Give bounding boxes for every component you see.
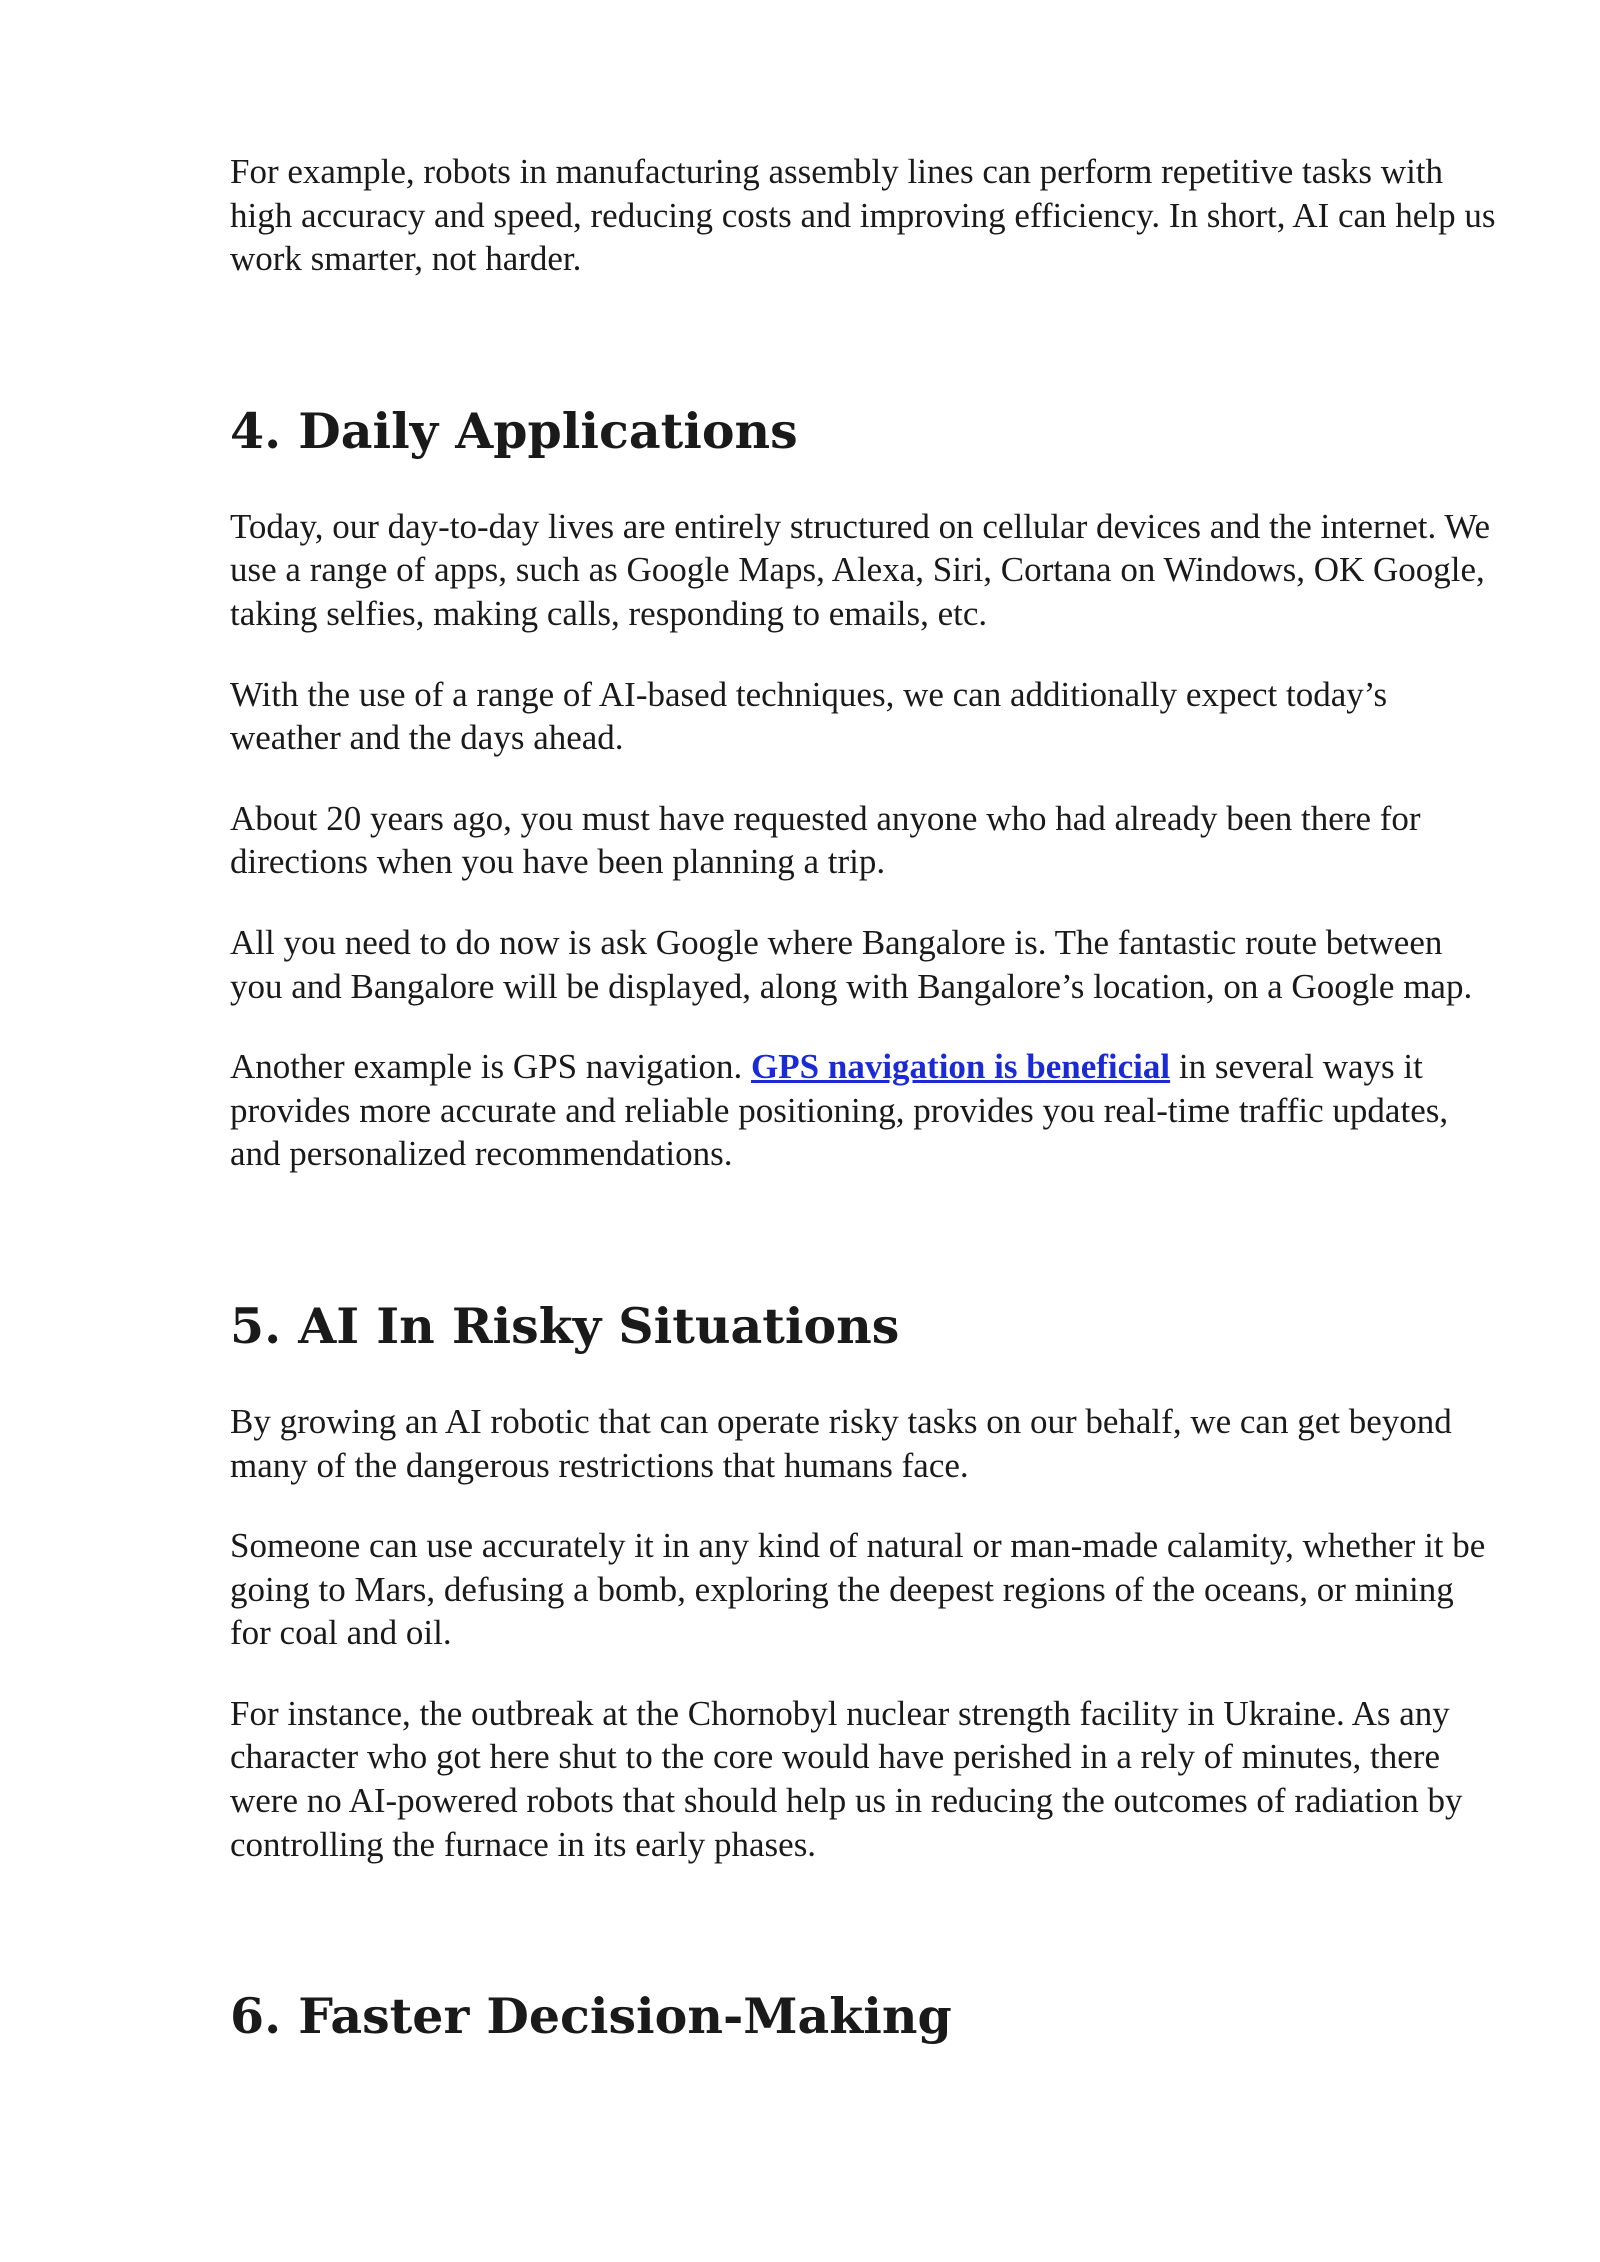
daily-paragraph-1: Today, our day-to-day lives are entirely structured on cellular devices and the internet. We use a range of apps, such as Google Maps, Alexa, Siri, Cortana on Windows, OK Google, taking selfies, making calls, responding to emails, etc.	[230, 506, 1491, 633]
daily-paragraph-3: About 20 years ago, you must have requested anyone who had already been there for directions when you have been planning a trip.	[230, 798, 1421, 882]
risky-paragraph-2: Someone can use accurately it in any kind of natural or man-made calamity, whether it be going to Mars, defusing a bomb, exploring the deepest regions of the oceans, or mining for coal and oil.	[230, 1526, 1486, 1653]
heading-daily-applications: 4. Daily Applications	[230, 401, 798, 460]
heading-risky-situations: 5. AI In Risky Situations	[230, 1296, 900, 1355]
heading-faster-decision-making: 6. Faster Decision-Making	[230, 1987, 952, 2046]
risky-paragraph-3: For instance, the outbreak at the Chornobyl nuclear strength facility in Ukraine. As any character who got here shut to the core would have perished in a rely of minutes, there were no AI-powered robots that should help us in reducing the outcomes of radiation by controlling the furnace in its early phases.	[230, 1693, 1463, 1864]
intro-paragraph: For example, robots in manufacturing assembly lines can perform repetitive tasks with high accuracy and speed, reducing costs and improving efficiency. In short, AI can help us work smarter, not harder.	[230, 152, 1496, 279]
gps-navigation-link[interactable]: GPS navigation is beneficial	[751, 1047, 1171, 1087]
daily-paragraph-2: With the use of a range of AI-based techniques, we can additionally expect today’s weather and the days ahead.	[230, 674, 1388, 758]
daily-paragraph-5	[230, 1045, 1500, 1176]
document-page	[230, 150, 1500, 2046]
daily-paragraph-5-start: Another example is GPS navigation.	[230, 1047, 752, 1087]
daily-paragraph-5-end: in several ways it provides more accurate and reliable positioning, provides you real-time traffic updates, and personalized recommendations.	[230, 1047, 1449, 1174]
risky-paragraph-1: By growing an AI robotic that can operate risky tasks on our behalf, we can get beyond many of the dangerous restrictions that humans face.	[230, 1401, 1452, 1485]
daily-paragraph-4: All you need to do now is ask Google where Bangalore is. The fantastic route between you and Bangalore will be displayed, along with Bangalore’s location, on a Google map.	[230, 922, 1473, 1006]
